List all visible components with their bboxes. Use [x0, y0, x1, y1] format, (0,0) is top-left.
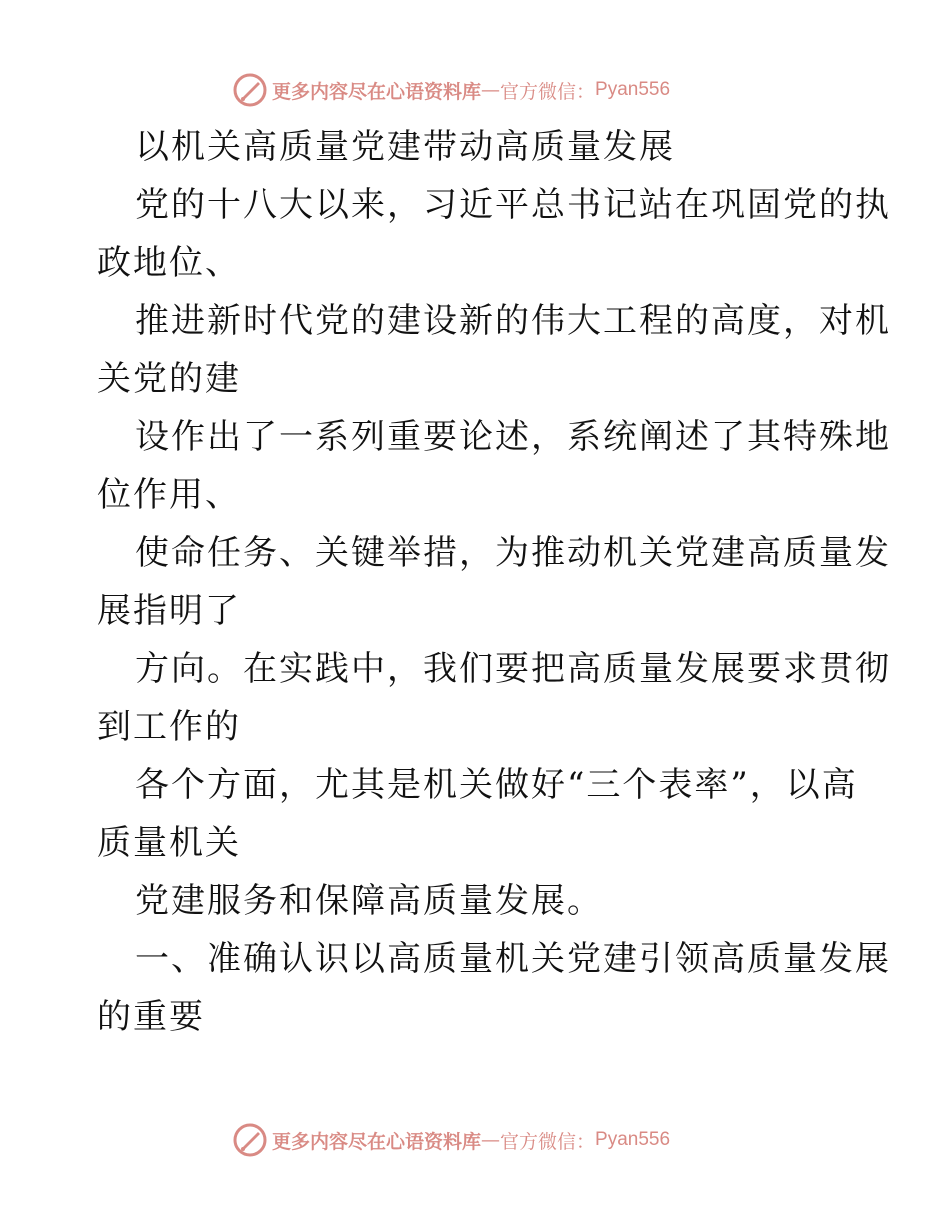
- watermark-wechat-label: 官方微信：: [500, 1130, 596, 1153]
- document-body: [97, 118, 891, 1046]
- text-line: 使命任务、关键举措，为推动机关党建高质量发: [135, 533, 891, 573]
- watermark-main-text: 更多内容尽在心语资料库: [272, 80, 482, 103]
- watermark-separator: —: [481, 1129, 501, 1151]
- text-line: 党的十八大以来，习近平总书记站在巩固党的执: [135, 185, 891, 225]
- watermark-wechat-id: Pyan556: [595, 1129, 671, 1150]
- text-line: 到工作的: [97, 707, 241, 747]
- pen-logo-icon: [232, 1122, 268, 1158]
- text-line: 方向。在实践中，我们要把高质量发展要求贯彻: [135, 649, 891, 689]
- watermark-main-text: 更多内容尽在心语资料库: [272, 1130, 482, 1153]
- text-line: 设作出了一系列重要论述，系统阐述了其特殊地: [135, 417, 891, 457]
- text-line: 各个方面，尤其是机关做好“三个表率”，以高: [135, 765, 858, 805]
- text-line: 政地位、: [97, 243, 241, 283]
- footer-watermark: [232, 1120, 670, 1160]
- text-line: 质量机关: [97, 823, 241, 863]
- pen-logo-icon: [232, 72, 268, 108]
- watermark-wechat-id: Pyan556: [595, 79, 671, 100]
- header-watermark: [232, 70, 670, 110]
- text-line: 推进新时代党的建设新的伟大工程的高度，对机: [135, 301, 891, 341]
- text-line: 位作用、: [97, 475, 241, 515]
- text-line: 展指明了: [97, 591, 241, 631]
- section-heading-line: 一、准确认识以高质量机关党建引领高质量发展: [135, 939, 891, 979]
- watermark-wechat-label: 官方微信：: [500, 80, 596, 103]
- text-line: 党建服务和保障高质量发展。: [135, 881, 603, 921]
- watermark-separator: —: [481, 79, 501, 101]
- document-title: 以机关高质量党建带动高质量发展: [135, 127, 675, 167]
- section-heading-line: 的重要: [97, 997, 205, 1037]
- text-line: 关党的建: [97, 359, 241, 399]
